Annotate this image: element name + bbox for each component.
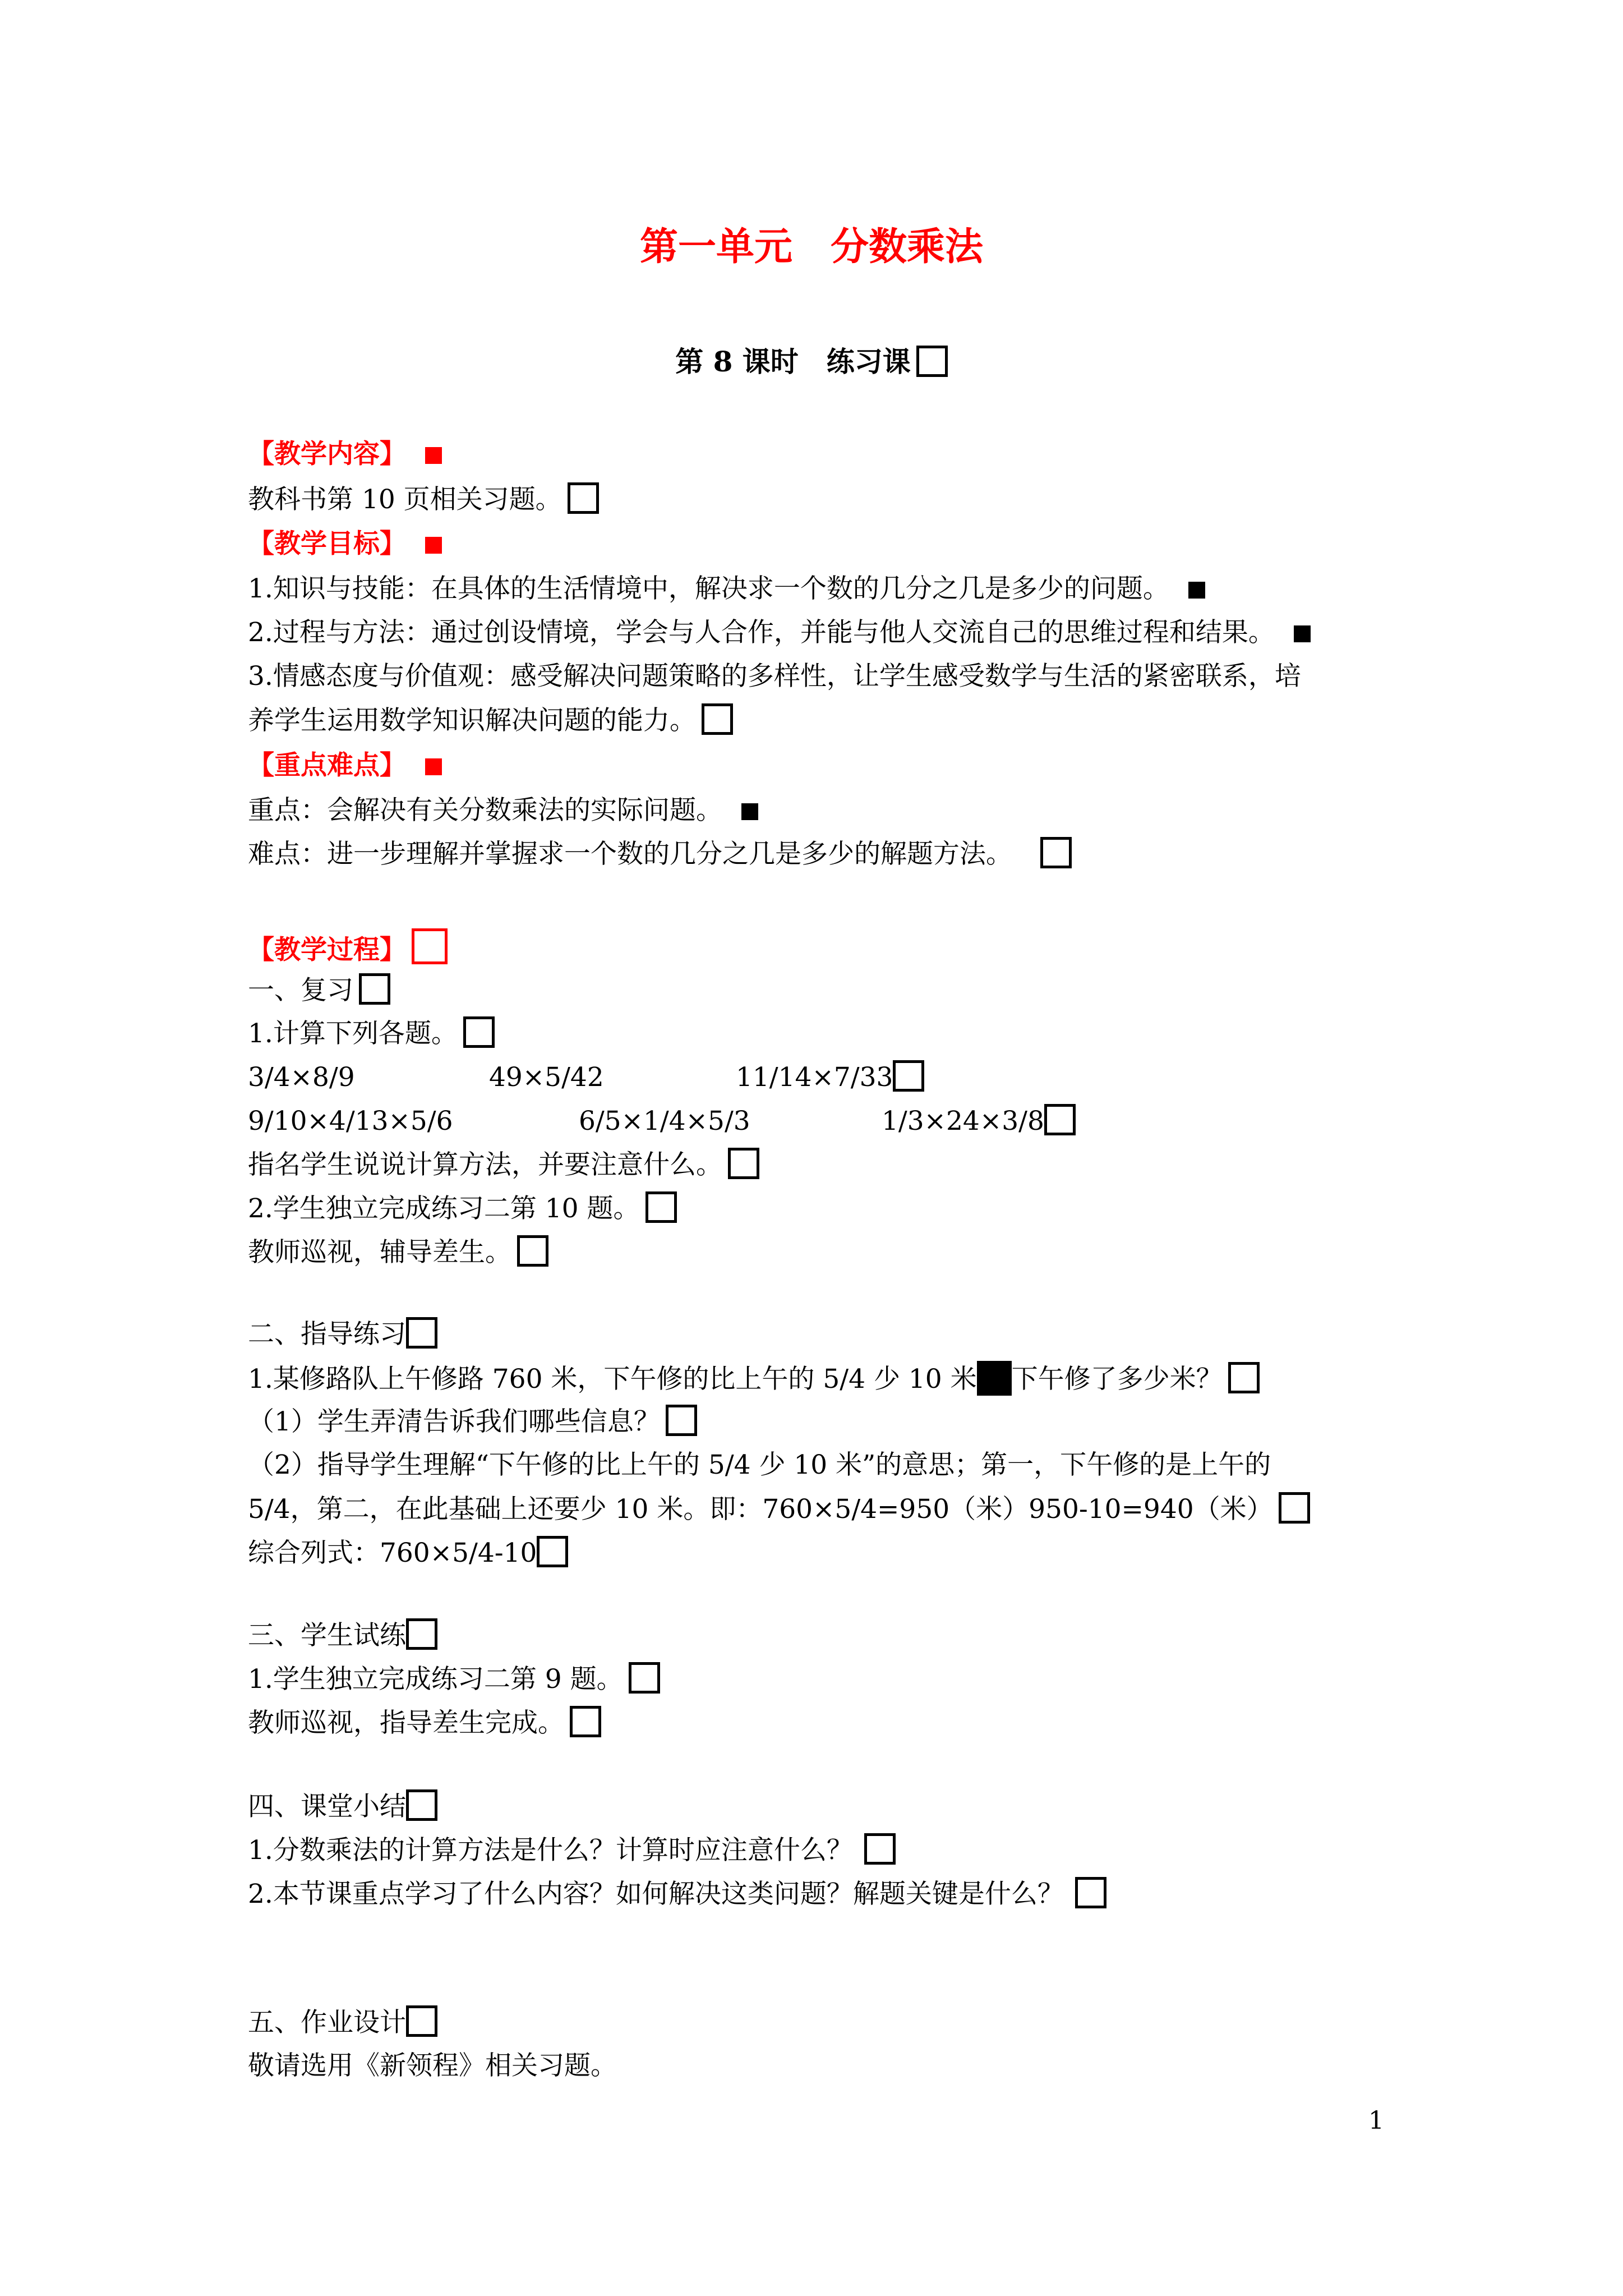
black-square-icon — [741, 803, 758, 820]
text: 2.学生独立完成练习二第 10 题。 — [248, 1193, 640, 1224]
guide-step-1 — [248, 1405, 697, 1439]
guide-step-3 — [248, 1536, 568, 1570]
expression: 49×5/42 — [489, 1062, 604, 1093]
expression: 9/10×4/13×5/6 — [248, 1106, 453, 1137]
section-heading: 【教学过程】 — [248, 935, 406, 965]
checkbox-icon — [1279, 1492, 1310, 1524]
homework-text: 敬请选用《新领程》相关习题。 — [248, 2050, 617, 2081]
text: 2.本节课重点学习了什么内容？如何解决这类问题？解题关键是什么？ — [248, 1879, 1064, 1910]
text: 四、课堂小结 — [248, 1791, 406, 1822]
text: 1.分数乘法的计算方法是什么？计算时应注意什么？ — [248, 1835, 853, 1866]
document-title: 第一单元 分数乘法 — [639, 224, 983, 269]
checkbox-icon — [1044, 1104, 1076, 1135]
homework-heading — [248, 2005, 437, 2040]
checkbox-icon — [537, 1536, 568, 1567]
review-note-1 — [248, 1148, 759, 1182]
text: 2.过程与方法：通过创设情境，学会与人合作，并能与他人交流自己的思维过程和结果。 — [248, 617, 1275, 648]
checkbox-icon — [406, 1618, 437, 1650]
page-number: 1 — [1368, 2106, 1384, 2135]
text: 五、作业设计 — [248, 2007, 406, 2038]
expression: 6/5×1/4×5/3 — [579, 1106, 750, 1137]
review-q1 — [248, 1016, 495, 1051]
section-key-points — [248, 749, 442, 783]
text: 1.计算下列各题。 — [248, 1018, 458, 1049]
review-row-2 — [248, 1104, 1076, 1138]
text: 二、指导练习 — [248, 1319, 406, 1350]
checkbox-icon — [1228, 1362, 1260, 1393]
content-text — [248, 482, 599, 517]
goal-2 — [248, 616, 1311, 650]
red-square-icon — [425, 758, 442, 775]
text: 1.学生独立完成练习二第 9 题。 — [248, 1664, 623, 1695]
text: 三、学生试练 — [248, 1620, 406, 1651]
key-2 — [248, 837, 1072, 871]
section-heading: 【重点难点】 — [248, 750, 406, 781]
checkbox-icon — [629, 1662, 660, 1694]
trial-note — [248, 1706, 601, 1740]
text: 重点：会解决有关分数乘法的实际问题。 — [248, 795, 722, 826]
summary-heading — [248, 1789, 437, 1824]
text: 教师巡视，辅导差生。 — [248, 1237, 511, 1268]
expression: 1/3×24×3/8 — [882, 1106, 1044, 1137]
black-block-icon — [977, 1361, 1012, 1396]
summary-q1 — [248, 1833, 896, 1867]
key-1 — [248, 794, 758, 827]
text: 一、复习 — [248, 975, 353, 1006]
checkbox-icon — [406, 2005, 437, 2037]
checkbox-icon — [666, 1405, 697, 1436]
checkbox-icon — [406, 1317, 437, 1349]
guide-heading — [248, 1317, 437, 1351]
section-teaching-process — [248, 928, 448, 967]
checkbox-icon — [463, 1016, 495, 1048]
goal-3a: 3.情感态度与价值观：感受解决问题策略的多样性，让学生感受数学与生活的紧密联系，培 — [248, 661, 1301, 692]
text: （1）学生弄清告诉我们哪些信息？ — [248, 1406, 660, 1437]
checkbox-icon — [570, 1706, 601, 1737]
goal-3b — [248, 703, 733, 738]
section-teaching-content — [248, 438, 442, 471]
checkbox-icon — [916, 346, 948, 377]
checkbox-icon — [1075, 1877, 1106, 1908]
red-square-icon — [425, 447, 442, 464]
checkbox-icon — [517, 1235, 548, 1267]
checkbox-icon — [1040, 837, 1072, 868]
checkbox-icon — [728, 1148, 759, 1179]
checkbox-icon — [645, 1191, 677, 1223]
black-square-icon — [1188, 582, 1205, 599]
expression: 11/14×7/33 — [736, 1062, 893, 1093]
review-heading — [248, 973, 390, 1007]
text: 教师巡视，指导差生完成。 — [248, 1708, 564, 1738]
red-checkbox-icon — [412, 928, 448, 964]
checkbox-icon — [864, 1833, 896, 1865]
checkbox-icon — [702, 703, 733, 735]
section-heading: 【教学目标】 — [248, 528, 406, 559]
text: 下午修了多少米？ — [1011, 1364, 1223, 1395]
checkbox-icon — [893, 1060, 924, 1092]
review-q2 — [248, 1191, 677, 1226]
text: 1.知识与技能：在具体的生活情境中，解决求一个数的几分之几是多少的问题。 — [248, 573, 1169, 604]
section-heading: 【教学内容】 — [248, 439, 406, 470]
checkbox-icon — [406, 1789, 437, 1821]
trial-heading — [248, 1618, 437, 1653]
goal-1 — [248, 572, 1205, 606]
summary-q2 — [248, 1877, 1106, 1911]
black-square-icon — [1294, 625, 1311, 642]
guide-q1 — [248, 1361, 1260, 1396]
guide-step-2a: （2）指导学生理解“下午修的比上午的 5/4 少 10 米”的意思；第一，下午修的是上午的 — [248, 1450, 1271, 1480]
review-row-1 — [248, 1060, 924, 1094]
expression: 3/4×8/9 — [248, 1062, 355, 1093]
text: 综合列式：760×5/4-10 — [248, 1538, 537, 1568]
trial-q1 — [248, 1662, 660, 1696]
checkbox-icon — [359, 973, 390, 1005]
section-teaching-goals — [248, 527, 442, 561]
guide-step-2b — [248, 1492, 1310, 1526]
lesson-subtitle-text: 第 8 课时 练习课 — [675, 345, 911, 378]
lesson-subtitle — [0, 342, 1623, 381]
text: 难点：进一步理解并掌握求一个数的几分之几是多少的解题方法。 — [248, 839, 1012, 869]
text: 养学生运用数学知识解决问题的能力。 — [248, 705, 696, 736]
text: 教科书第 10 页相关习题。 — [248, 484, 562, 515]
text: 5/4，第二，在此基础上还要少 10 米。即：760×5/4=950（米）950-10=940（米） — [248, 1494, 1273, 1525]
text: 1.某修路队上午修路 760 米，下午修的比上午的 5/4 少 10 米 — [248, 1364, 977, 1395]
text: 指名学生说说计算方法，并要注意什么。 — [248, 1149, 722, 1180]
review-note-2 — [248, 1235, 548, 1269]
checkbox-icon — [568, 482, 599, 514]
red-square-icon — [425, 537, 442, 554]
